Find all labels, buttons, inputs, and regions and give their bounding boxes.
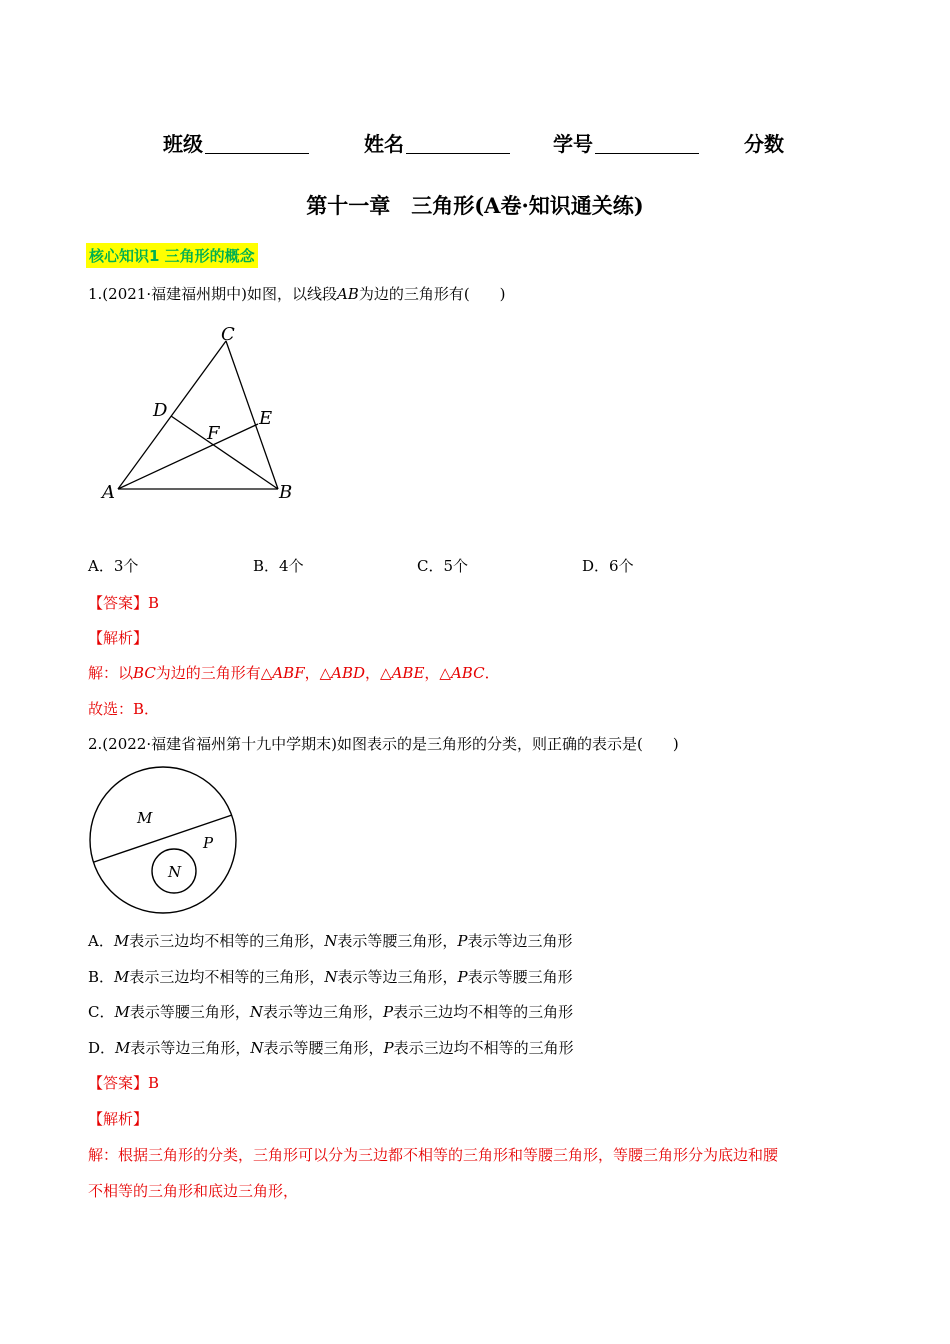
q2-a-mt: 表示三边均不相等的三角形， xyxy=(129,932,325,950)
section-heading: 核心知识1 三角形的概念 xyxy=(86,243,258,268)
q2-b-prefix: B． xyxy=(88,968,115,986)
label-c: C xyxy=(221,324,235,345)
label-n: N xyxy=(168,863,182,881)
q2-a-prefix: A． xyxy=(88,932,114,950)
label-p: P xyxy=(203,834,214,852)
q1-tri4: ABC xyxy=(450,664,485,682)
q2-c-n: N xyxy=(249,1003,263,1021)
q2-option-c[interactable] xyxy=(88,1001,573,1022)
q2-option-a[interactable] xyxy=(88,930,572,951)
class-blank[interactable] xyxy=(205,133,309,154)
id-label: 学号 xyxy=(553,132,593,156)
class-field xyxy=(163,128,309,157)
q2-d-p: P xyxy=(383,1039,394,1057)
q1-option-d[interactable]: D．6个 xyxy=(582,557,634,575)
name-label: 姓名 xyxy=(364,132,404,156)
q2-b-m: M xyxy=(114,968,130,986)
label-m: M xyxy=(137,809,153,827)
q2-c-prefix: C． xyxy=(88,1003,115,1021)
q2-a-p: P xyxy=(457,932,468,950)
q1-sep1: ，△ xyxy=(304,664,332,682)
q2-c-nt: 表示等边三角形， xyxy=(262,1003,383,1021)
label-f: F xyxy=(207,423,220,444)
q1-end: ． xyxy=(484,664,500,682)
q1-sep3: ，△ xyxy=(424,664,451,682)
q1-stem-end: 为边的三角形有( ) xyxy=(358,285,506,303)
q2-classification-figure xyxy=(86,766,246,916)
q1-triangle-figure xyxy=(95,318,310,508)
q2-d-prefix: D． xyxy=(88,1039,116,1057)
segment-ae xyxy=(118,424,258,489)
label-b: B xyxy=(279,482,293,503)
q2-b-p: P xyxy=(457,968,468,986)
q2-b-pt: 表示等腰三角形 xyxy=(467,968,573,986)
q1-analysis-a: 解：以 xyxy=(88,664,134,682)
id-blank[interactable] xyxy=(595,133,699,154)
q1-stem xyxy=(88,283,506,304)
q1-sep2: ，△ xyxy=(365,664,392,682)
name-field xyxy=(364,128,510,157)
q2-c-p: P xyxy=(383,1003,394,1021)
q1-analysis-var: BC xyxy=(133,664,156,682)
q2-d-nt: 表示等腰三角形， xyxy=(263,1039,384,1057)
q1-option-b[interactable]: B．4个 xyxy=(253,557,304,575)
name-blank[interactable] xyxy=(406,133,510,154)
q2-b-n: N xyxy=(324,968,338,986)
q1-stem-var: AB xyxy=(336,285,359,303)
label-e: E xyxy=(259,408,273,429)
q2-answer: 【答案】B xyxy=(88,1074,160,1092)
label-d: D xyxy=(153,400,168,421)
q2-b-mt: 表示三边均不相等的三角形， xyxy=(129,968,325,986)
q1-answer: 【答案】B xyxy=(88,594,160,612)
class-label: 班级 xyxy=(163,132,203,156)
q2-b-nt: 表示等边三角形， xyxy=(337,968,458,986)
q1-option-a[interactable]: A．3个 xyxy=(88,557,139,575)
edge-ac xyxy=(118,341,226,489)
q2-option-b[interactable] xyxy=(88,966,573,987)
q1-tri2: ABD xyxy=(331,664,366,682)
q2-c-pt: 表示三边均不相等的三角形 xyxy=(393,1003,574,1021)
q1-option-c[interactable]: C．5个 xyxy=(417,557,469,575)
q1-analysis-label: 【解析】 xyxy=(88,629,149,647)
q1-analysis xyxy=(88,662,500,683)
q2-analysis-line1: 解：根据三角形的分类，三角形可以分为三边都不相等的三角形和等腰三角形，等腰三角形分为底边和腰 xyxy=(88,1146,779,1164)
q2-analysis-label: 【解析】 xyxy=(88,1110,149,1128)
q2-d-mt: 表示等边三角形， xyxy=(130,1039,251,1057)
q2-option-d[interactable] xyxy=(88,1037,574,1058)
q2-d-m: M xyxy=(115,1039,131,1057)
q2-analysis-line2: 不相等的三角形和底边三角形， xyxy=(88,1182,299,1200)
q2-c-m: M xyxy=(114,1003,130,1021)
q2-stem: 2.(2022·福建省福州第十九中学期末)如图表示的是三角形的分类，则正确的表示是( ) xyxy=(88,735,679,753)
page-title: 第十一章 三角形(A卷·知识通关练) xyxy=(306,193,644,218)
q2-d-n: N xyxy=(250,1039,264,1057)
q2-c-mt: 表示等腰三角形， xyxy=(129,1003,250,1021)
q1-tri1: ABF xyxy=(272,664,305,682)
q2-d-pt: 表示三边均不相等的三角形 xyxy=(393,1039,574,1057)
outer-circle xyxy=(90,767,236,913)
q1-analysis-b: 为边的三角形有△ xyxy=(155,664,273,682)
q1-conclusion: 故选：B． xyxy=(88,700,160,718)
q2-a-m: M xyxy=(113,932,130,950)
q2-a-n: N xyxy=(324,932,338,950)
id-field xyxy=(553,128,699,157)
q1-stem-text: 1.(2021·福建福州期中)如图，以线段 xyxy=(88,285,337,303)
q1-tri3: ABE xyxy=(391,664,425,682)
q2-a-pt: 表示等边三角形 xyxy=(467,932,573,950)
score-label: 分数 xyxy=(744,132,784,156)
label-a: A xyxy=(102,482,115,503)
q2-a-nt: 表示等腰三角形， xyxy=(337,932,458,950)
